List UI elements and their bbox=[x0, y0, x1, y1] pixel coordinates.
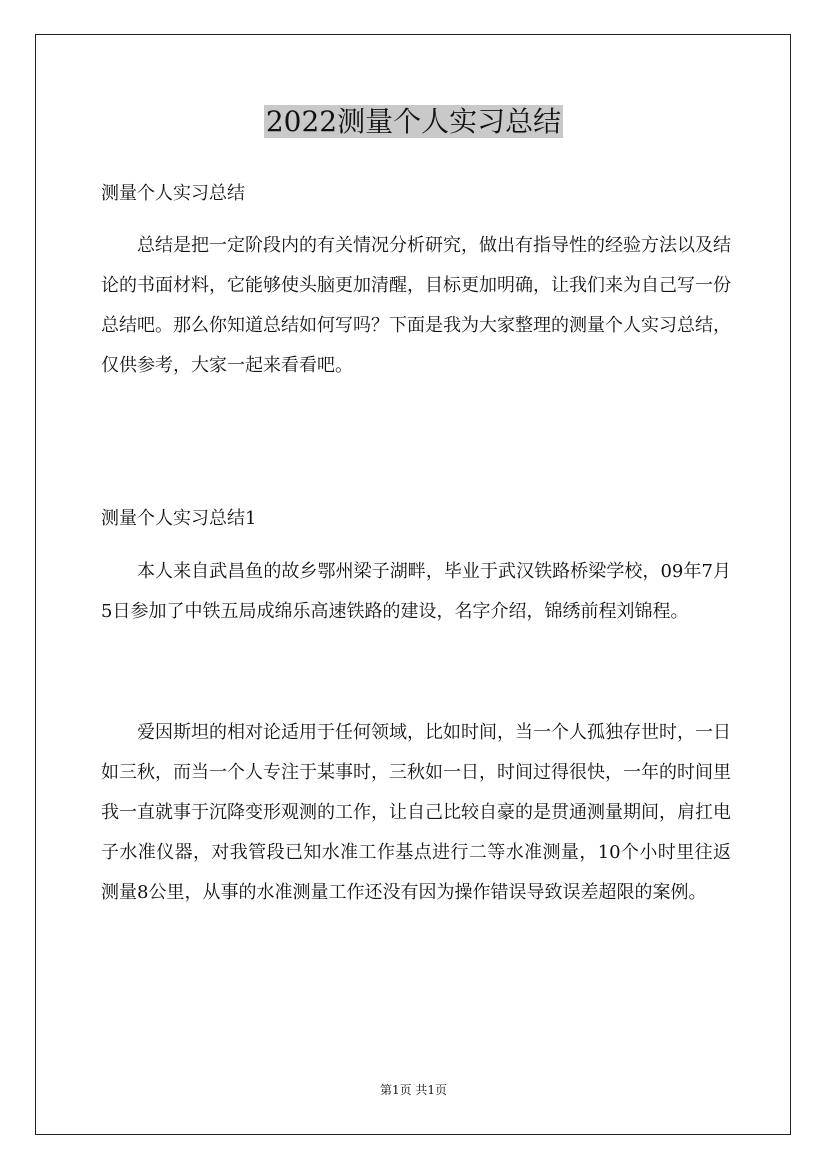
document-title bbox=[0, 100, 827, 144]
section-paragraph-1: 本人来自武昌鱼的故乡鄂州梁子湖畔，毕业于武汉铁路桥梁学校，09年7月5日参加了中铁五局成绵乐高速铁路的建设，名字介绍，锦绣前程刘锦程。 bbox=[101, 561, 731, 622]
document-subtitle: 测量个人实习总结 bbox=[101, 183, 245, 204]
page-footer: 第1页 共1页 bbox=[379, 1083, 448, 1097]
intro-paragraph: 总结是把一定阶段内的有关情况分析研究，做出有指导性的经验方法以及结论的书面材料，它能够使头脑更加清醒，目标更加明确，让我们来为自己写一份总结吧。那么你知道总结如何写吗？下面是我为大家整理的测量个人实习总结，仅供参考，大家一起来看看吧。 bbox=[101, 235, 731, 376]
section-heading: 测量个人实习总结1 bbox=[101, 508, 257, 529]
document-title-text: 2022测量个人实习总结 bbox=[265, 105, 562, 138]
section-paragraph-2: 爱因斯坦的相对论适用于任何领域，比如时间，当一个人孤独存世时，一日如三秋，而当一个人专注于某事时，三秋如一日，时间过得很快，一年的时间里我一直就事于沉降变形观测的工作，让自己比较自豪的是贯通测量期间，肩扛电子水准仪器，对我管段已知水准工作基点进行二等水准测量，10个小时里往返测量8公里，从事的水准测量工作还没有因为操作错误导致误差超限的案例。 bbox=[101, 722, 731, 903]
